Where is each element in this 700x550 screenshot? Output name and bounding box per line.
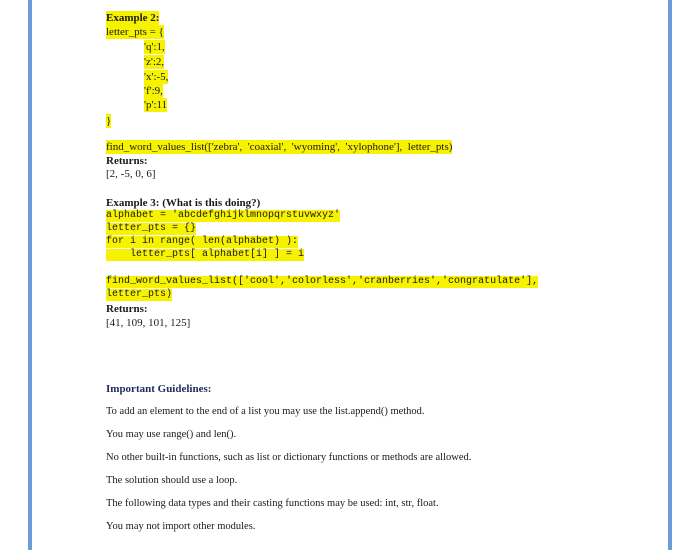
example3-call-line2: letter_pts) xyxy=(106,289,173,300)
example2-entry: 'z':2, xyxy=(144,56,165,68)
example2-returns-value: [2, -5, 0, 6] xyxy=(106,168,156,180)
page-border-left xyxy=(28,0,32,550)
example3-call-line1: find_word_values_list(['cool','colorless','cranberries','congratulate'], xyxy=(106,276,539,287)
example3-code-line: letter_pts[ alphabet[i] ] = i xyxy=(106,249,305,260)
example3-title: Example 3: (What is this doing?) xyxy=(106,197,261,209)
guideline-item: The solution should use a loop. xyxy=(106,475,238,486)
example2-entry: 'p':11 xyxy=(144,99,168,111)
example2-title: Example 2: xyxy=(106,12,160,24)
guideline-item: The following data types and their casting functions may be used: int, str, float. xyxy=(106,498,439,509)
example3-code-line: for i in range( len(alphabet) ): xyxy=(106,236,299,247)
guideline-item: You may use range() and len(). xyxy=(106,429,237,440)
example3-code-line: letter_pts = {} xyxy=(106,223,197,234)
example3-returns-value: [41, 109, 101, 125] xyxy=(106,317,191,329)
example2-returns-label: Returns: xyxy=(106,155,148,167)
example3-code-line: alphabet = 'abcdefghijklmnopqrstuvwxyz' xyxy=(106,210,341,221)
guideline-item: To add an element to the end of a list you may use the list.append() method. xyxy=(106,406,425,417)
guideline-item: No other built-in functions, such as list or dictionary functions or methods are allowed. xyxy=(106,452,472,463)
example2-entry: 'f':9, xyxy=(144,85,163,97)
example2-call: find_word_values_list(['zebra', 'coaxial', 'wyoming', 'xylophone'], letter_pts) xyxy=(106,141,453,153)
guideline-item: You may not import other modules. xyxy=(106,521,256,532)
example2-dict-open: letter_pts = { xyxy=(106,26,164,38)
document-page xyxy=(106,0,661,550)
example2-entry: 'q':1, xyxy=(144,41,165,53)
example2-entry: 'x':-5, xyxy=(144,71,169,83)
page-border-right xyxy=(668,0,672,550)
guidelines-heading: Important Guidelines: xyxy=(106,383,212,395)
example2-dict-close: } xyxy=(106,115,112,127)
example3-returns-label: Returns: xyxy=(106,303,148,315)
